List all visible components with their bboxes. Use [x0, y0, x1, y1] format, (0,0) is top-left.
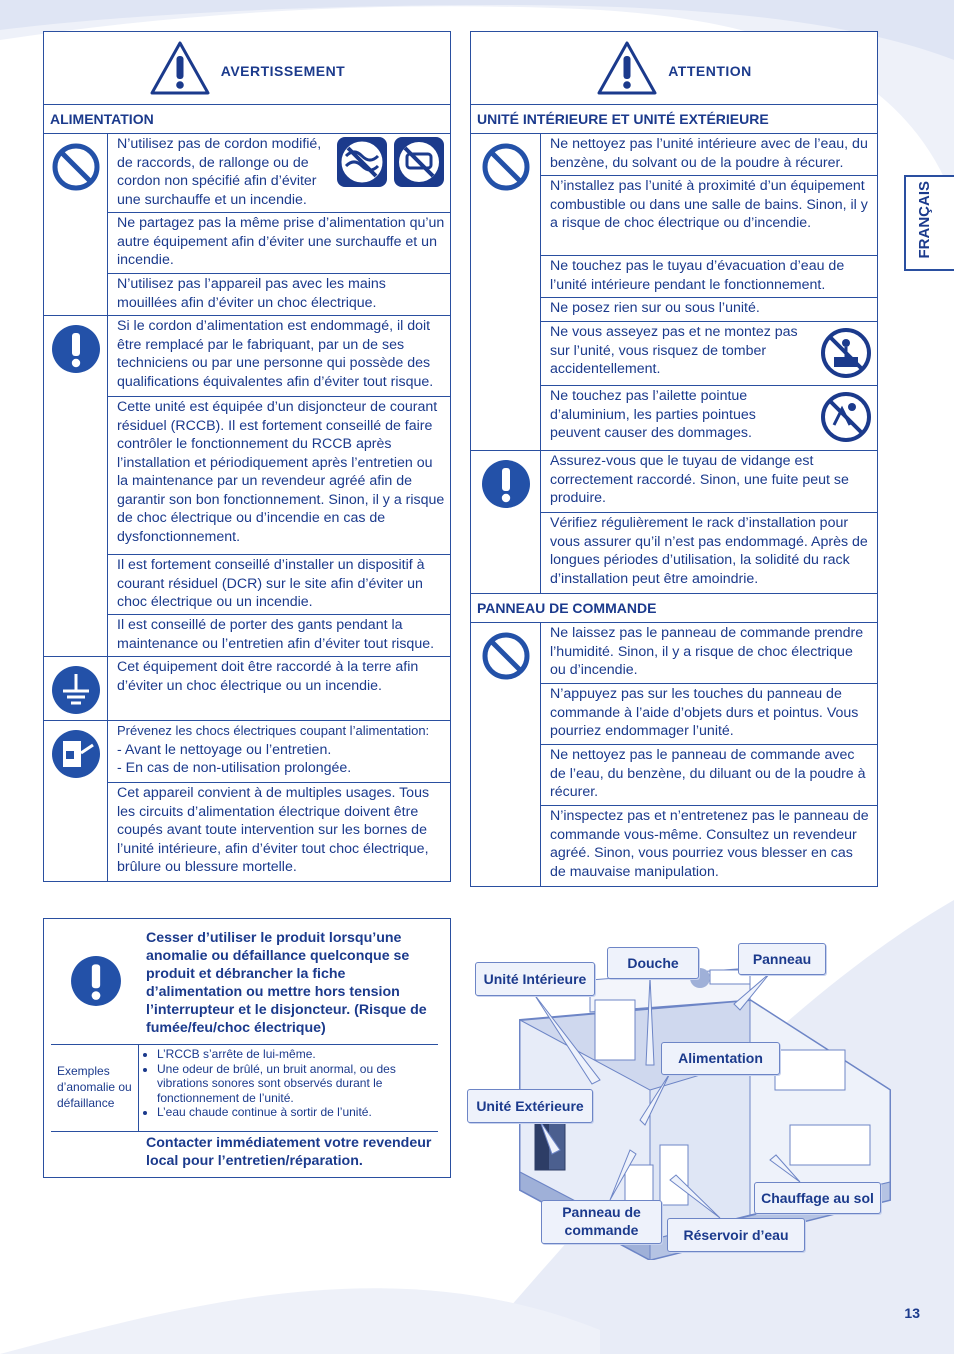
- section-alimentation: ALIMENTATION: [44, 105, 450, 134]
- label-outdoor-unit: Unité Extérieure: [467, 1089, 593, 1123]
- caution-group-panel: [471, 623, 877, 886]
- caution-item: Ne posez rien sur ou sous l’unité.: [541, 298, 877, 322]
- warning-group-unplug: [44, 721, 450, 881]
- label-indoor-unit: Unité Intérieure: [475, 962, 595, 996]
- label-shower: Douche: [607, 947, 699, 979]
- warning-group-mandatory: [44, 316, 450, 657]
- no-extension-cord-icon: [393, 136, 445, 188]
- anomaly-example: • Une odeur de brûlé, un bruit anormal, ou des vibrations sonores sont observés durant le fonctionnement de l’unité.: [157, 1062, 447, 1106]
- page-number: 13: [904, 1305, 920, 1321]
- caution-item: N’appuyez pas sur les touches du panneau de commande à l’aide d’objets durs et pointus. Vous pourriez endommager l’unité.: [541, 684, 877, 745]
- caution-item: Ne nettoyez pas l’unité intérieure avec de l’eau, du benzène, du solvant ou de la poudre à récurer.: [541, 134, 877, 176]
- caution-item: Ne vous asseyez pas et ne montez pas sur l’unité, vous risquez de tomber accidentellement.: [541, 322, 877, 386]
- section-units: UNITÉ INTÉRIEURE ET UNITÉ EXTÉRIEURE: [471, 105, 877, 134]
- label-control-panel: Panneau de commande: [541, 1200, 662, 1244]
- anomaly-contact: Contacter immédiatement votre revendeur local pour l’entretien/réparation.: [146, 1135, 432, 1169]
- mandatory-icon: [51, 324, 101, 374]
- mandatory-icon: [70, 955, 122, 1007]
- anomaly-example: • L’RCCB s’arrête de lui-même.: [157, 1047, 447, 1062]
- no-modified-cord-icon: [336, 136, 388, 188]
- warning-title: AVERTISSEMENT: [220, 63, 346, 79]
- warning-group-ground: [44, 657, 450, 721]
- caution-header: [471, 32, 877, 105]
- warning-triangle-icon: [149, 40, 211, 96]
- warning-panel: [43, 31, 451, 882]
- label-panel: Panneau: [738, 943, 826, 975]
- caution-title: ATTENTION: [668, 63, 752, 79]
- label-floor-heating: Chauffage au sol: [754, 1182, 881, 1214]
- prohibition-icon: [481, 631, 531, 681]
- no-climbing-icon: [820, 327, 872, 379]
- warning-triangle-icon: [596, 40, 658, 96]
- mandatory-icon: [481, 459, 531, 509]
- warning-item: Il est conseillé de porter des gants pendant la maintenance ou l’entretien afin d’éviter tout risque.: [117, 617, 435, 652]
- warning-item: Si le cordon d’alimentation est endommagé, il doit être remplacé par le fabriquant, par un de ses techniciens ou par une personne qui possède des qualifications équivalentes afin d’éviter tout risque.: [108, 316, 450, 397]
- warning-item: Prévenez les chocs électriques coupant l’alimentation: - Avant le nettoyage ou l’entretien. - En cas de non-utilisation prolongée.: [108, 721, 450, 783]
- earth-ground-icon: [51, 665, 101, 715]
- warning-item: Cet appareil convient à de multiples usages. Tous les circuits d’alimentation électrique doivent être coupés avant toute intervention sur les bornes de l’unité intérieure, afin d’éviter tout choc électrique, brûlure ou blessure mortelle.: [117, 785, 430, 875]
- warning-group-prohibition: [44, 134, 450, 316]
- prohibition-icon: [481, 142, 531, 192]
- caution-item: Vérifiez régulièrement le rack d’installation pour vous assurer qu’il n’est pas endommagé. Après de longues périodes d’utilisation, la solidité du rack d’installation peut être amoindrie.: [550, 515, 868, 587]
- caution-item: Assurez-vous que le tuyau de vidange est correctement raccordé. Sinon, une fuite peut se produire.: [541, 451, 877, 513]
- warning-item: Cet équipement doit être raccordé à la terre afin d’éviter un choc électrique ou un incendie.: [117, 659, 419, 694]
- section-control-panel: PANNEAU DE COMMANDE: [471, 594, 877, 623]
- prohibition-icon: [51, 142, 101, 192]
- caution-item: Ne touchez pas l’ailette pointue d’aluminium, les parties pointues peuvent causer des dommages.: [541, 386, 877, 450]
- no-touch-fin-icon: [820, 391, 872, 443]
- caution-item: N’installez pas l’unité à proximité d’un équipement combustible ou dans une salle de bains. Sinon, il y a risque de choc électrique ou d’incendie.: [541, 176, 877, 256]
- caution-item: Ne nettoyez pas le panneau de commande avec de l’eau, du benzène, du diluant ou de la poudre à récurer.: [541, 745, 877, 806]
- label-power: Alimentation: [661, 1042, 780, 1075]
- caution-item: Ne laissez pas le panneau de commande prendre l’humidité. Sinon, il y a risque de choc électrique ou d’incendie.: [541, 623, 877, 684]
- caution-panel: [470, 31, 878, 887]
- caution-item: Ne touchez pas le tuyau d’évacuation d’eau de l’unité intérieure pendant le fonctionnement.: [541, 256, 877, 298]
- anomaly-box: [43, 918, 451, 1178]
- warning-item: N’utilisez pas de cordon modifié, de raccords, de rallonge ou de cordon non spécifié afin d’éviter une surchauffe et un incendie.: [108, 134, 450, 213]
- warning-item: Il est fortement conseillé d’installer un dispositif à courant résiduel (DCR) sur le site afin d’éviter un choc électrique ou un incendie.: [108, 555, 450, 615]
- anomaly-example: • L’eau chaude continue à sortir de l’unité.: [157, 1105, 447, 1120]
- caution-group-prohibition: [471, 134, 877, 451]
- unplug-icon: [51, 729, 101, 779]
- language-tab: FRANÇAIS: [904, 175, 954, 271]
- anomaly-examples-label: Exemples d’anomalie ou défaillance: [57, 1064, 132, 1110]
- warning-item: Ne partagez pas la même prise d’alimentation qu’un autre équipement afin d’éviter une surchauffe et un incendie.: [108, 213, 450, 274]
- warning-header: [44, 32, 450, 105]
- label-water-tank: Réservoir d’eau: [667, 1218, 805, 1252]
- warning-item: Cette unité est équipée d’un disjoncteur de courant résiduel (RCCB). Il est fortement conseillé de faire contrôler le fonctionnement du RCCB après l’installation et périodiquement après l’entretien ou la maintenance par un revendeur agréé afin de garantir son bon fonctionnement. Sinon, il y a risque de choc électrique ou d’incendie en cas de dysfonctionnement.: [108, 397, 450, 555]
- caution-group-mandatory: [471, 451, 877, 594]
- warning-item: N’utilisez pas l’appareil pas avec les mains mouillées afin d’éviter un choc électrique.: [117, 276, 386, 311]
- anomaly-heading: Cesser d’utiliser le produit lorsqu’une anomalie ou défaillance quelconque se produit et débrancher la fiche d’alimentation ou mettre hors tension l’interrupteur et le disjoncteur. (Risque de fumée/feu/choc électrique): [146, 930, 427, 1036]
- caution-item: N’inspectez pas et n’entretenez pas le panneau de commande vous-même. Consultez un revendeur agréé. Sinon, vous pourriez vous blesser en cas de mauvaise manipulation.: [550, 808, 869, 880]
- anomaly-examples-list: [144, 1047, 447, 1120]
